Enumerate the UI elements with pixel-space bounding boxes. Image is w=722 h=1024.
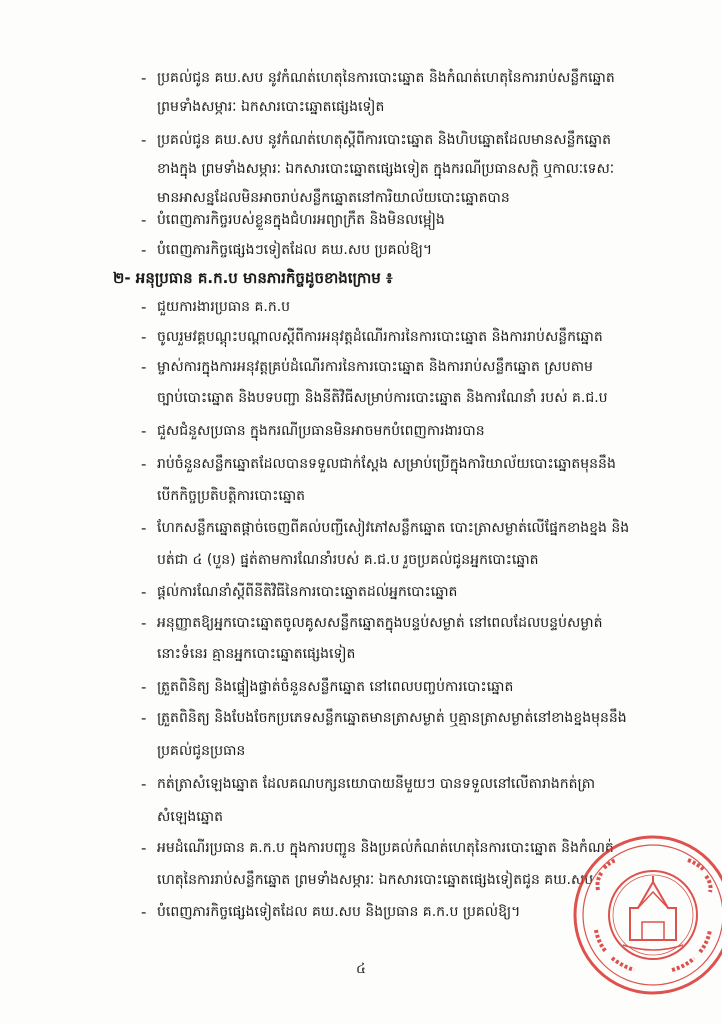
bullet-dash: - bbox=[141, 131, 147, 149]
section-2-heading: ២- អនុប្រធាន គ.ក.ប មានភារកិច្ចដូចខាងក្រោម ៖ bbox=[113, 269, 393, 287]
section-2-item-line: ច្បាប់បោះឆ្នោត និងបទបញ្ជា និងនីតិវិធីសម្រាប់ការបោះឆ្នោត និងការណែនាំ របស់ គ.ជ.ប bbox=[157, 390, 608, 406]
bullet-dash: - bbox=[141, 298, 147, 316]
section-2-item-line: ហែកសន្លឹកឆ្នោតផ្ដាច់ចេញពីគល់បញ្ជីសៀវភៅសន្លឹកឆ្នោត បោះត្រាសម្ងាត់លើផ្នែកខាងខ្នង និង bbox=[157, 520, 630, 536]
section-2-item-line: ជួយការងារប្រធាន គ.ក.ប bbox=[157, 299, 291, 315]
section-2-item-line: នោះទំនេរ គ្មានអ្នកបោះឆ្នោតផ្សេងទៀត bbox=[157, 646, 356, 662]
bullet-dash: - bbox=[141, 358, 147, 376]
bullet-dash: - bbox=[141, 709, 147, 727]
section-2-item-line: ហេតុនៃការរាប់សន្លឹកឆ្នោត ព្រមទាំងសម្ភារៈ ឯកសារបោះឆ្នោតផ្សេងទៀតជូន គឃ.សប bbox=[157, 872, 594, 888]
section-2-item-line: ម្ចាស់ការក្នុងការអនុវត្តគ្រប់ដំណើរការនៃការបោះឆ្នោត និងការរាប់សន្លឹកឆ្នោត ស្របតាម bbox=[157, 359, 593, 375]
section-2-item-line: បត់ជា ៤ (បួន) ផ្នត់តាមការណែនាំរបស់ គ.ជ.ប រួចប្រគល់ជូនអ្នកបោះឆ្នោត bbox=[157, 552, 539, 568]
section-1-item-line: ប្រគល់ជូន គឃ.សប នូវកំណត់ហេតុស្ដីពីការបោះឆ្នោត និងហិបឆ្នោតដែលមានសន្លឹកឆ្នោត bbox=[157, 132, 612, 148]
section-1-item-line: បំពេញភារកិច្ចផ្សេងៗទៀតដែល គឃ.សប ប្រគល់ឱ្យ។ bbox=[157, 242, 433, 258]
section-2-item-line: ជួសជំនួសប្រធាន ក្នុងករណីប្រធានមិនអាចមកបំពេញការងារបាន bbox=[157, 423, 485, 439]
section-2-item-line: អមដំណើរប្រធាន គ.ក.ប ក្នុងការបញ្ជូន និងប្រគល់កំណត់ហេតុនៃការបោះឆ្នោត និងកំណត់ bbox=[157, 840, 614, 856]
bullet-dash: - bbox=[141, 614, 147, 632]
section-2-item-line: ចូលរួមវគ្គបណ្ដុះបណ្ដាលស្ដីពីការអនុវត្តដំណើរការនៃការបោះឆ្នោត និងការរាប់សន្លឹកឆ្នោត bbox=[157, 329, 603, 345]
page-number: ៤ bbox=[356, 961, 366, 977]
bullet-dash: - bbox=[141, 455, 147, 473]
section-2-item-line: បំពេញភារកិច្ចផ្សេងទៀតដែល គឃ.សប និងប្រធាន គ.ក.ប ប្រគល់ឱ្យ។ bbox=[157, 904, 521, 920]
bullet-dash: - bbox=[141, 519, 147, 537]
section-2-item-line: ផ្ដល់ការណែនាំស្ដីពីនីតិវិធីនៃការបោះឆ្នោតដល់អ្នកបោះឆ្នោត bbox=[157, 584, 458, 600]
section-1-item-line: បំពេញភារកិច្ចរបស់ខ្លួនក្នុងជំហរអព្យាក្រឹត និងមិនលម្អៀង bbox=[157, 212, 445, 228]
official-seal-icon bbox=[568, 830, 722, 1000]
bullet-dash: - bbox=[141, 678, 147, 696]
section-2-item-line: ត្រួតពិនិត្យ និងផ្ទៀងផ្ទាត់ចំនួនសន្លឹកឆ្នោត នៅពេលបញ្ចប់ការបោះឆ្នោត bbox=[157, 679, 514, 695]
section-2-item-line: កត់ត្រាសំឡេងឆ្នោត ដែលគណបក្សនយោបាយនីមួយៗ បានទទួលនៅលើតារាងកត់ត្រា bbox=[157, 776, 596, 792]
bullet-dash: - bbox=[141, 839, 147, 857]
section-2-item-line: ប្រគល់ជូនប្រធាន bbox=[157, 743, 246, 759]
bullet-dash: - bbox=[141, 583, 147, 601]
section-2-item-line: ត្រួតពិនិត្យ និងបែងចែកប្រភេទសន្លឹកឆ្នោតមានត្រាសម្ងាត់ ឬគ្មានត្រាសម្ងាត់នៅខាងខ្នងមុននឹង bbox=[157, 710, 627, 726]
section-2-item-line: សំឡេងឆ្នោត bbox=[157, 809, 223, 825]
section-1-item-line: ខាងក្នុង ព្រមទាំងសម្ភារៈ ឯកសារបោះឆ្នោតផ្សេងទៀត ក្នុងករណីប្រធានសក្ដិ ឬកាលៈទេសៈ bbox=[157, 161, 615, 177]
section-1-item-line: មានអាសន្នដែលមិនអាចរាប់សន្លឹកឆ្នោតនៅការិយាល័យបោះឆ្នោតបាន bbox=[157, 190, 510, 206]
bullet-dash: - bbox=[141, 69, 147, 87]
section-1-item-line: ព្រមទាំងសម្ភារៈ ឯកសារបោះឆ្នោតផ្សេងទៀត bbox=[157, 99, 385, 115]
section-2-item-line: បើកកិច្ចប្រតិបត្តិការបោះឆ្នោត bbox=[157, 488, 306, 504]
bullet-dash: - bbox=[141, 241, 147, 259]
bullet-dash: - bbox=[141, 328, 147, 346]
bullet-dash: - bbox=[141, 903, 147, 921]
bullet-dash: - bbox=[141, 775, 147, 793]
bullet-dash: - bbox=[141, 211, 147, 229]
section-1-item-line: ប្រគល់ជូន គឃ.សប នូវកំណត់ហេតុនៃការបោះឆ្នោត និងកំណត់ហេតុនៃការរាប់សន្លឹកឆ្នោត bbox=[157, 70, 615, 86]
section-2-item-line: អនុញ្ញាតឱ្យអ្នកបោះឆ្នោតចូលគូសសន្លឹកឆ្នោតក្នុងបន្ទប់សម្ងាត់ នៅពេលដែលបន្ទប់សម្ងាត់ bbox=[157, 615, 603, 631]
bullet-dash: - bbox=[141, 422, 147, 440]
section-2-item-line: រាប់ចំនួនសន្លឹកឆ្នោតដែលបានទទួលជាក់ស្ដែង សម្រាប់ប្រើក្នុងការិយាល័យបោះឆ្នោតមុននឹង bbox=[157, 456, 616, 472]
